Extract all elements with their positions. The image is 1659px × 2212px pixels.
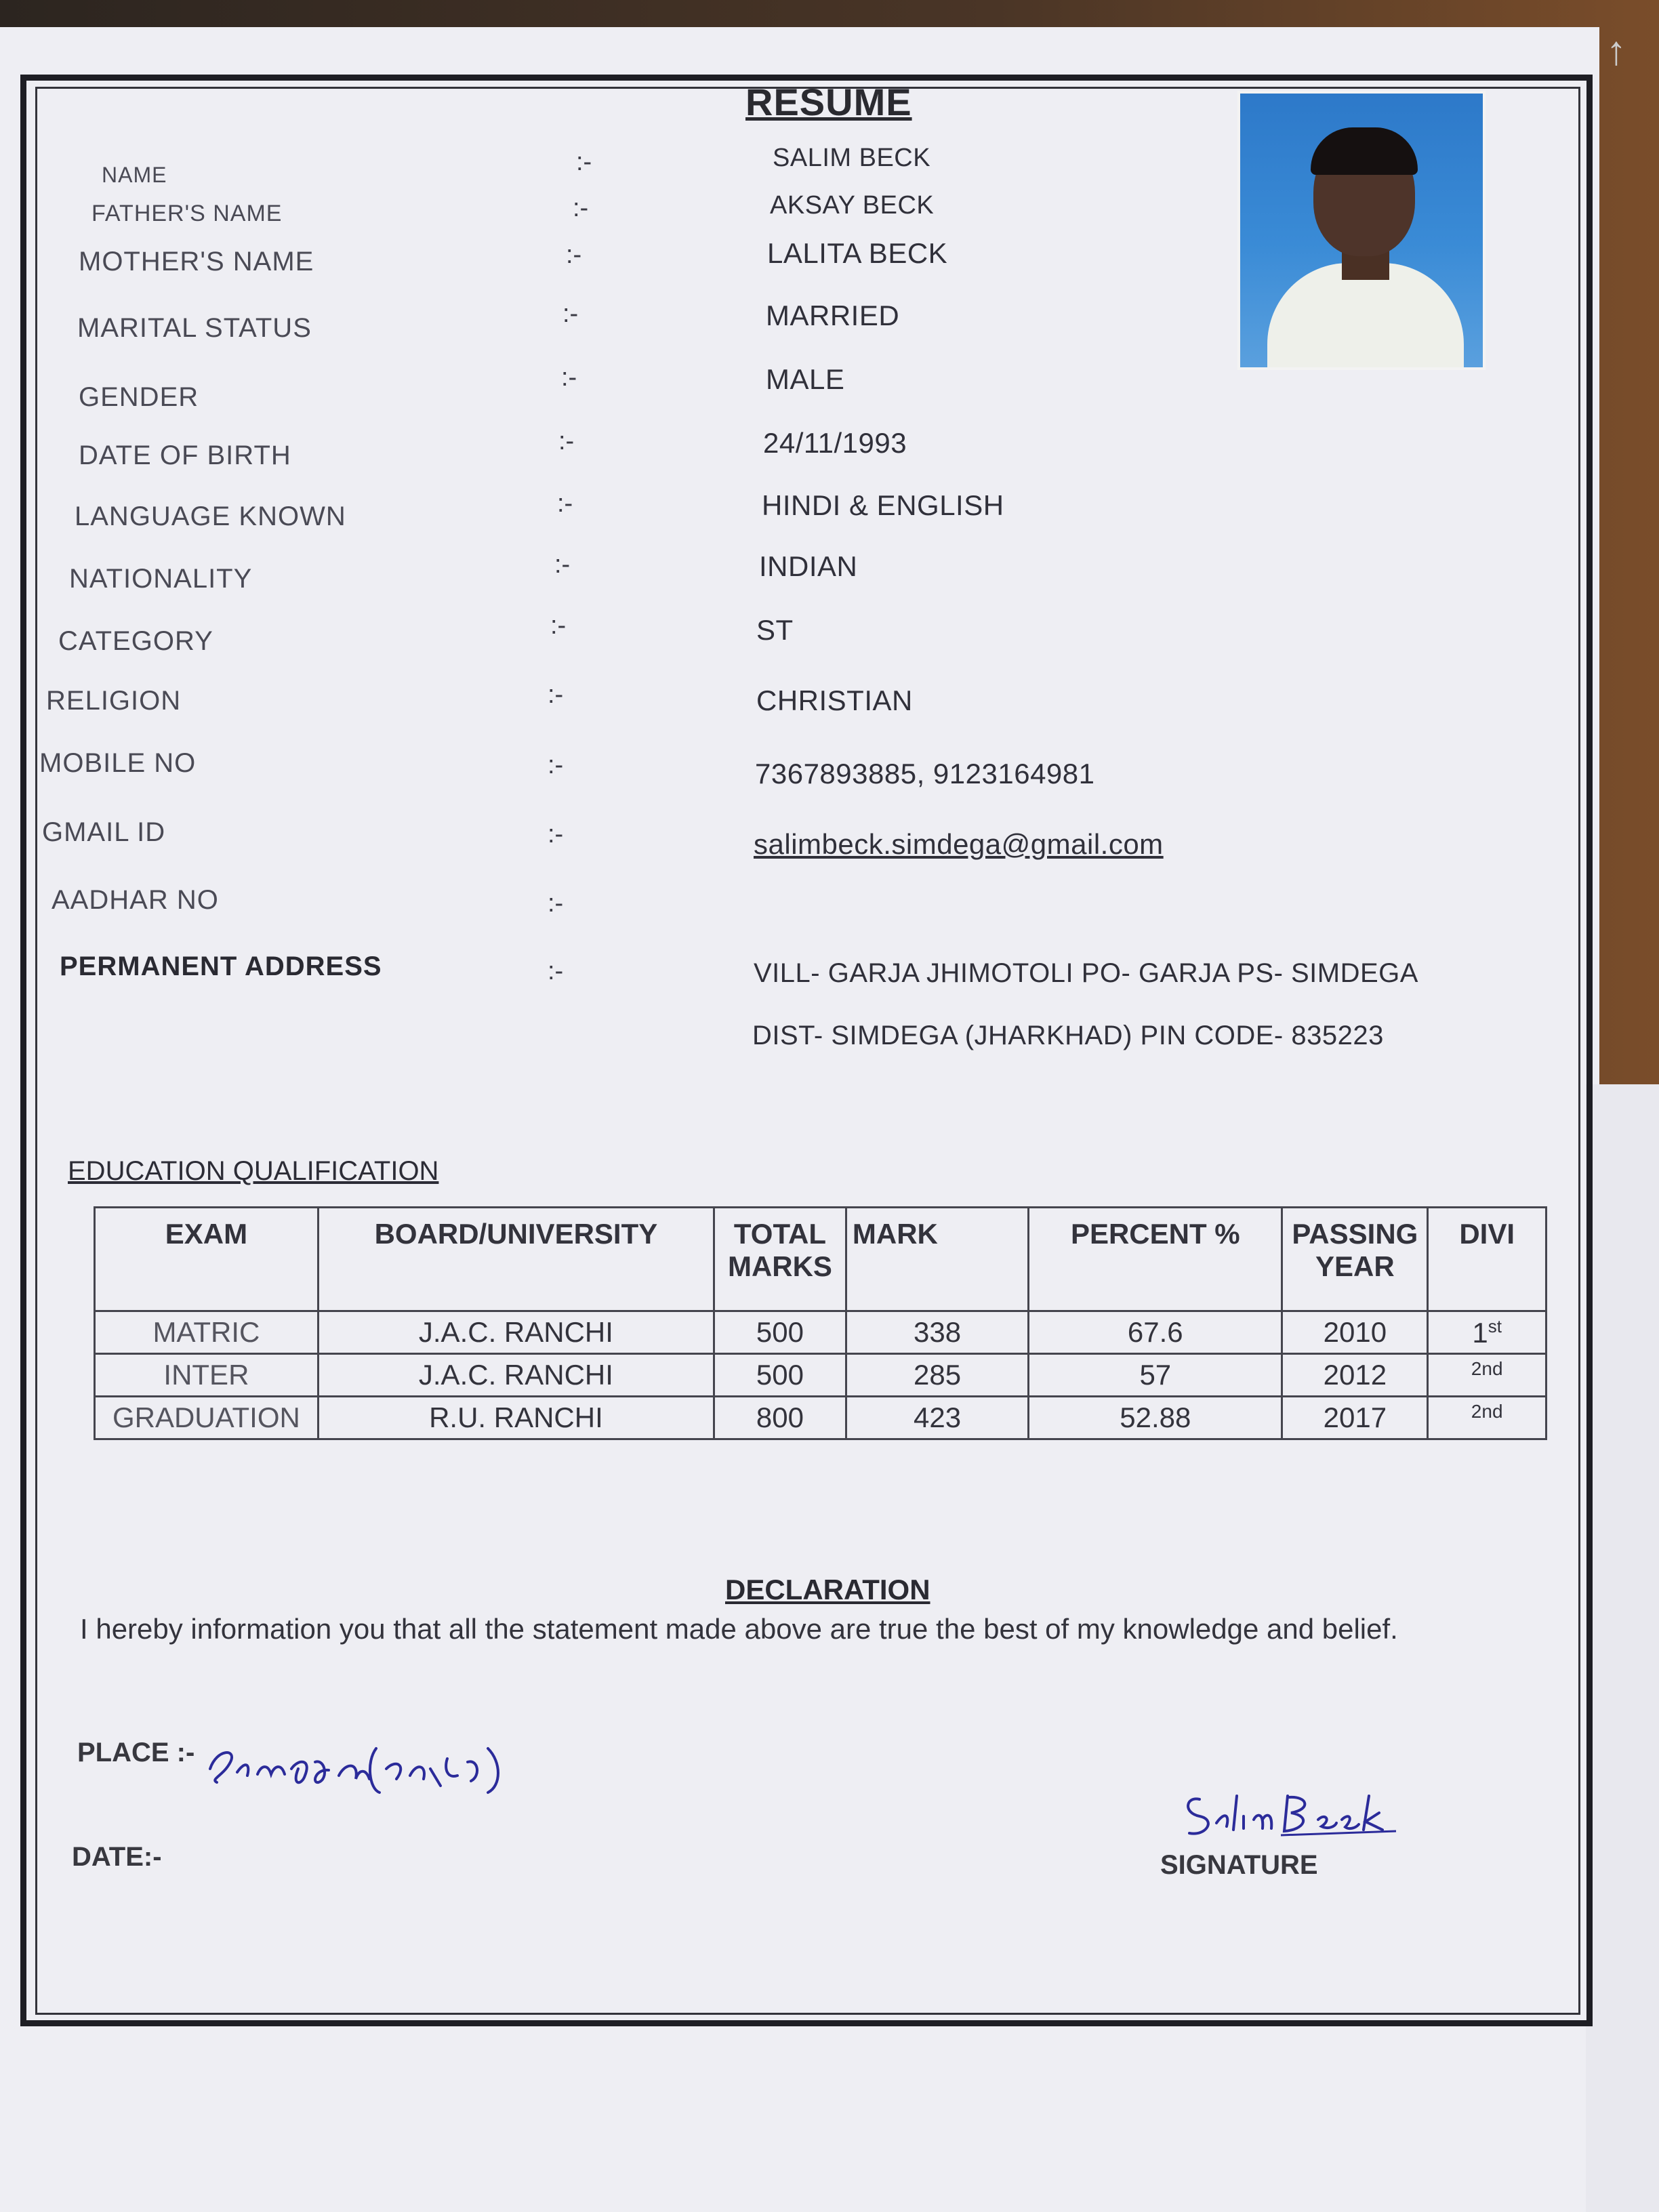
- field-value-marital: MARRIED: [766, 300, 900, 331]
- cell-percent: 52.88: [1029, 1397, 1282, 1439]
- field-value-nationality: INDIAN: [759, 550, 858, 582]
- field-value-religion: CHRISTIAN: [756, 684, 913, 716]
- signature-label: SIGNATURE: [1160, 1850, 1318, 1880]
- cell-mark: 338: [846, 1311, 1028, 1354]
- field-value-father: AKSAY BECK: [770, 191, 935, 220]
- cell-year: 2010: [1282, 1311, 1428, 1354]
- field-sep-language: :-: [557, 489, 573, 518]
- col-header-percent: PERCENT %: [1029, 1208, 1282, 1311]
- field-label-nationality: NATIONALITY: [69, 564, 253, 594]
- field-label-gender: GENDER: [79, 382, 199, 412]
- table-row: [95, 1311, 1547, 1354]
- field-sep-aadhar: :-: [548, 889, 564, 918]
- cell-board: J.A.C. RANCHI: [318, 1311, 714, 1354]
- cell-exam: GRADUATION: [95, 1397, 319, 1439]
- field-sep-address: :-: [548, 957, 564, 985]
- table-row: [95, 1397, 1547, 1439]
- cell-mark: 423: [846, 1397, 1028, 1439]
- cell-board: R.U. RANCHI: [318, 1397, 714, 1439]
- cell-exam: MATRIC: [95, 1311, 319, 1354]
- field-value-language: HINDI & ENGLISH: [762, 489, 1004, 521]
- field-label-name: NAME: [102, 163, 167, 187]
- field-sep-mother: :-: [566, 241, 582, 269]
- field-value-dob: 24/11/1993: [763, 427, 907, 459]
- arrow-up-icon: ↑: [1606, 28, 1626, 73]
- field-label-gmail: GMAIL ID: [42, 817, 166, 847]
- field-label-address: PERMANENT ADDRESS: [60, 951, 382, 981]
- cell-total: 800: [714, 1397, 846, 1439]
- field-sep-mobile: :-: [548, 751, 564, 779]
- cell-divi: [1428, 1354, 1547, 1397]
- col-header-divi: DIVI: [1428, 1208, 1547, 1311]
- date-label: DATE:-: [72, 1842, 162, 1872]
- cell-total: 500: [714, 1354, 846, 1397]
- field-sep-name: :-: [576, 148, 592, 176]
- field-label-language: LANGUAGE KNOWN: [75, 501, 346, 531]
- place-handwriting: [203, 1721, 529, 1796]
- field-label-mother: MOTHER'S NAME: [79, 247, 314, 276]
- field-value-category: ST: [756, 614, 794, 646]
- field-value-gmail[interactable]: salimbeck.simdega@gmail.com: [754, 828, 1164, 860]
- col-header-exam: EXAM: [95, 1208, 319, 1311]
- divi-suffix: 2nd: [1471, 1401, 1503, 1422]
- field-label-dob: DATE OF BIRTH: [79, 441, 291, 470]
- field-value-address: VILL- GARJA JHIMOTOLI PO- GARJA PS- SIMDEGA: [754, 958, 1418, 988]
- cell-divi: [1428, 1397, 1547, 1439]
- field-label-aadhar: AADHAR NO: [52, 885, 219, 915]
- divi-value: 1: [1472, 1316, 1488, 1349]
- cell-board: J.A.C. RANCHI: [318, 1354, 714, 1397]
- cell-exam: INTER: [95, 1354, 319, 1397]
- field-label-mobile: MOBILE NO: [39, 748, 197, 778]
- field-value-mother: LALITA BECK: [767, 237, 948, 269]
- field-sep-marital: :-: [562, 300, 579, 328]
- divi-suffix: st: [1488, 1315, 1502, 1336]
- field-value-name: SALIM BECK: [773, 144, 931, 172]
- field-sep-dob: :-: [558, 427, 575, 455]
- field-sep-category: :-: [550, 611, 567, 640]
- cell-year: 2017: [1282, 1397, 1428, 1439]
- photo-hair: [1311, 127, 1418, 175]
- resume-title: RESUME: [745, 81, 912, 123]
- field-value-mobile: 7367893885, 9123164981: [755, 758, 1095, 790]
- field-sep-nationality: :-: [554, 550, 571, 579]
- table-row: [95, 1354, 1547, 1397]
- cell-mark: 285: [846, 1354, 1028, 1397]
- cell-percent: 67.6: [1029, 1311, 1282, 1354]
- col-header-year: PASSING YEAR: [1282, 1208, 1428, 1311]
- signature-handwriting: [1179, 1782, 1410, 1843]
- field-label-father: FATHER'S NAME: [91, 201, 283, 226]
- divi-suffix: 2nd: [1471, 1358, 1503, 1379]
- cell-percent: 57: [1029, 1354, 1282, 1397]
- field-value-gender: MALE: [766, 363, 845, 395]
- declaration-heading: DECLARATION: [725, 1574, 930, 1605]
- cell-divi: [1428, 1311, 1547, 1354]
- education-header-row: [95, 1208, 1547, 1311]
- field-sep-gender: :-: [561, 363, 577, 392]
- education-heading: EDUCATION QUALIFICATION: [68, 1156, 439, 1186]
- field-sep-father: :-: [573, 194, 589, 222]
- col-header-total: TOTAL MARKS: [714, 1208, 846, 1311]
- field-label-marital: MARITAL STATUS: [77, 313, 312, 343]
- paper-edge: [1586, 1084, 1659, 2212]
- field-label-category: CATEGORY: [58, 626, 213, 656]
- field-sep-gmail: :-: [548, 820, 564, 848]
- address-line-2: DIST- SIMDEGA (JHARKHAD) PIN CODE- 835223: [752, 1021, 1384, 1050]
- declaration-text: I hereby information you that all the statement made above are true the best of my knowledge and belief.: [80, 1613, 1398, 1645]
- place-label: PLACE :-: [77, 1738, 195, 1767]
- education-table: [94, 1206, 1547, 1440]
- field-sep-religion: :-: [548, 680, 564, 709]
- col-header-mark: MARK: [846, 1208, 1028, 1311]
- field-label-religion: RELIGION: [46, 686, 182, 716]
- cell-year: 2012: [1282, 1354, 1428, 1397]
- profile-photo: [1237, 91, 1486, 370]
- col-header-board: BOARD/UNIVERSITY: [318, 1208, 714, 1311]
- cell-total: 500: [714, 1311, 846, 1354]
